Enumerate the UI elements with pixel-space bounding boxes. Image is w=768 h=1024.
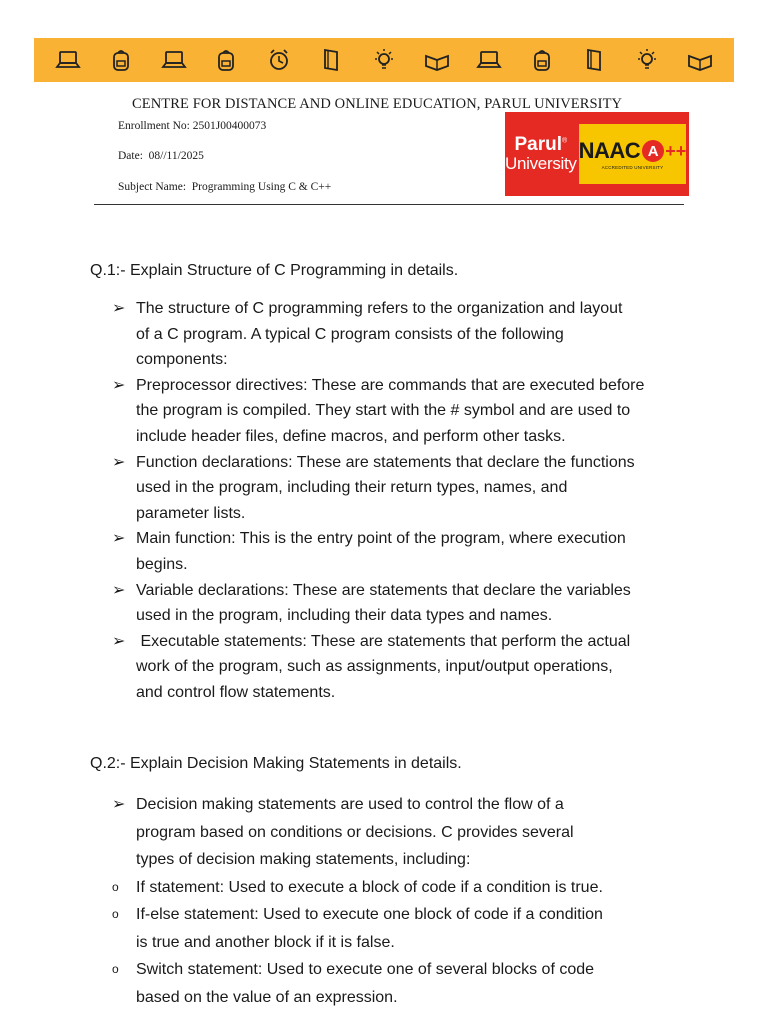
arrow-bullet-icon: ➢: [112, 453, 126, 471]
laptop-icon: [160, 46, 188, 74]
backpack-icon: [212, 46, 240, 74]
answer-text: the program is compiled. They start with the # symbol and are used to: [136, 402, 631, 420]
answer-line: [112, 791, 712, 819]
lightbulb-icon: [370, 46, 398, 74]
answer-text: of a C program. A typical C program consists of the following: [136, 325, 564, 343]
arrow-bullet-icon: ➢: [112, 632, 126, 650]
question-1-title: Q.1:- Explain Structure of C Programming in details.: [90, 262, 459, 279]
answer-line: [112, 347, 712, 373]
accredited-text: ACCREDITED UNIVERSITY: [601, 165, 664, 170]
header-divider: [94, 204, 684, 205]
answer-line: [112, 901, 712, 929]
institution-title: CENTRE FOR DISTANCE AND ONLINE EDUCATION, PARUL UNIVERSITY: [132, 96, 623, 112]
alarm-clock-icon: [265, 46, 293, 74]
answer-text: work of the program, such as assignments, input/output operations,: [136, 658, 613, 676]
answer-line: [112, 526, 712, 552]
enrollment-label: Enrollment No:: [118, 120, 190, 132]
parul-logo-text: [505, 112, 577, 196]
answer-line: [112, 373, 712, 399]
answer-text: The structure of C programming refers to the organization and layout: [136, 300, 623, 317]
lightbulb-icon: [633, 46, 661, 74]
university-logo: [505, 112, 689, 196]
answer-line: [112, 322, 712, 348]
answer-text: components:: [136, 351, 228, 369]
answer-line: [112, 398, 712, 424]
subject-field: [118, 181, 331, 193]
answer-text: Main function: This is the entry point of the program, where execution: [136, 530, 626, 548]
answer-line: [112, 819, 712, 847]
answer-text: Preprocessor directives: These are commands that are executed before: [136, 376, 645, 394]
circle-bullet-icon: o: [112, 879, 119, 894]
date-value: 08//11/2025: [148, 150, 204, 162]
question-2-answer-list: [112, 791, 712, 1011]
date-label: Date:: [118, 150, 143, 162]
naac-grade: A: [642, 140, 664, 162]
answer-line: [112, 424, 712, 450]
answer-text: If statement: Used to execute a block of code if a condition is true.: [136, 878, 603, 896]
laptop-icon: [54, 46, 82, 74]
arrow-bullet-icon: ➢: [112, 300, 126, 317]
answer-text: Decision making statements are used to control the flow of a: [136, 796, 564, 813]
answer-line: [112, 552, 712, 578]
question-2-title: Q.2:- Explain Decision Making Statements in details.: [90, 755, 462, 772]
answer-line: [112, 956, 712, 984]
backpack-icon: [528, 46, 556, 74]
answer-line: [112, 629, 712, 655]
answer-text: based on the value of an expression.: [136, 988, 398, 1006]
open-book-icon: [686, 46, 714, 74]
circle-bullet-icon: o: [112, 907, 119, 921]
answer-line: [112, 874, 712, 902]
open-book-icon: [423, 46, 451, 74]
laptop-icon: [475, 46, 503, 74]
logo-parul: Parul: [514, 134, 562, 156]
answer-text: parameter lists.: [136, 504, 246, 522]
arrow-bullet-icon: ➢: [112, 581, 126, 599]
subject-value: Programming Using C & C++: [191, 181, 332, 193]
answer-text: Executable statements: These are statements that perform the actual: [136, 632, 631, 650]
answer-line: [112, 501, 712, 527]
answer-text: Switch statement: Used to execute one of several blocks of code: [136, 961, 595, 978]
naac-badge: [579, 124, 687, 184]
answer-line: [112, 680, 712, 706]
answer-text: include header files, define macros, and perform other tasks.: [136, 427, 566, 445]
answer-line: [112, 929, 712, 957]
answer-line: [112, 475, 712, 501]
backpack-icon: [107, 46, 135, 74]
answer-line: [112, 450, 712, 476]
arrow-bullet-icon: ➢: [112, 796, 126, 813]
naac-text: NAAC: [578, 138, 641, 163]
enrollment-value: 2501J00400073: [192, 120, 267, 132]
question-1-answer-list: [112, 296, 712, 706]
decorative-banner: [34, 38, 734, 82]
book-icon: [580, 46, 608, 74]
answer-line: [112, 846, 712, 874]
subject-label: Subject Name:: [118, 181, 187, 193]
answer-text: begins.: [136, 555, 188, 573]
enrollment-field: [118, 120, 266, 132]
book-icon: [317, 46, 345, 74]
answer-text: used in the program, including their data types and names.: [136, 607, 553, 625]
answer-line: [112, 603, 712, 629]
answer-text: is true and another block if it is false.: [136, 933, 395, 951]
answer-text: If-else statement: Used to execute one block of code if a condition: [136, 906, 603, 923]
answer-text: and control flow statements.: [136, 683, 336, 701]
answer-line: [112, 654, 712, 680]
logo-university: University: [505, 154, 577, 174]
answer-line: [112, 296, 712, 322]
circle-bullet-icon: o: [112, 962, 119, 976]
arrow-bullet-icon: ➢: [112, 530, 126, 548]
answer-line: [112, 578, 712, 604]
arrow-bullet-icon: ➢: [112, 376, 126, 394]
answer-line: [112, 984, 712, 1012]
date-field: [118, 150, 204, 162]
answer-text: Variable declarations: These are statements that declare the variables: [136, 581, 631, 599]
answer-text: Function declarations: These are statements that declare the functions: [136, 453, 635, 471]
answer-text: types of decision making statements, including:: [136, 851, 471, 868]
registered-mark: ®: [561, 137, 568, 145]
answer-text: program based on conditions or decisions. C provides several: [136, 823, 574, 841]
answer-text: used in the program, including their return types, names, and: [136, 479, 568, 497]
naac-grade-plus: ++: [665, 140, 687, 161]
